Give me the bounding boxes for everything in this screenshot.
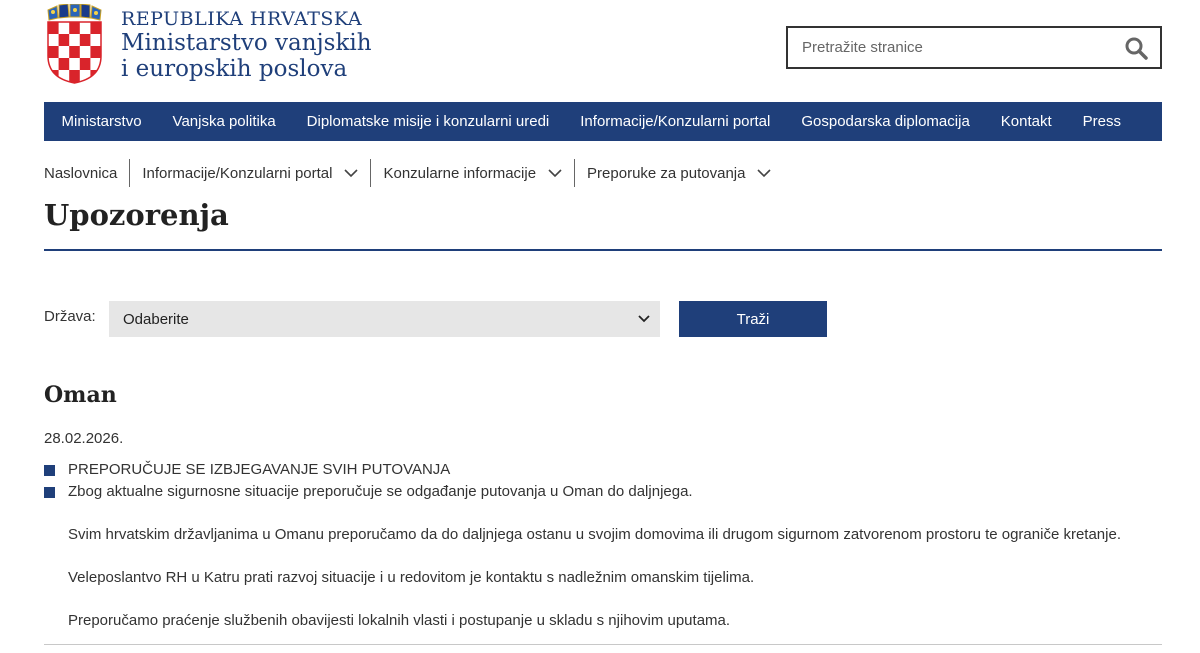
brand-ministry-line2: i europskih poslova — [121, 56, 348, 82]
breadcrumb-separator — [370, 159, 371, 187]
square-bullet-icon — [44, 487, 55, 498]
breadcrumb — [44, 158, 771, 188]
nav-item-vanjska-politika[interactable]: Vanjska politika — [172, 113, 276, 130]
breadcrumb-home-label: Naslovnica — [44, 164, 118, 182]
site-brand[interactable] — [121, 8, 372, 82]
search-icon[interactable] — [1124, 36, 1148, 60]
breadcrumb-item-konzularni-portal[interactable] — [142, 158, 358, 188]
nav-item-diplomatske-misije[interactable]: Diplomatske misije i konzularni uredi — [306, 113, 550, 130]
brand-ministry-line1: Ministarstvo vanjskih — [121, 30, 372, 56]
nav-item-ministarstvo[interactable]: Ministarstvo — [61, 113, 142, 130]
search-input[interactable] — [802, 39, 1124, 56]
search-button[interactable]: Traži — [679, 301, 827, 337]
nav-item-gospodarska-diplomacija[interactable]: Gospodarska diplomacija — [801, 113, 970, 130]
country-select[interactable] — [109, 301, 660, 337]
country-filter-label: Država: — [44, 308, 96, 325]
breadcrumb-separator — [129, 159, 130, 187]
list-item — [44, 459, 1162, 481]
breadcrumb-item-preporuke[interactable] — [587, 158, 771, 188]
advisory-paragraph: Preporučamo praćenje službenih obavijesti lokalnih vlasti i postupanje u skladu s njihovim uputama. — [68, 612, 731, 629]
advisory-bullet-text: Zbog aktualne sigurnosne situacije preporučuje se odgađanje putovanja u Oman do daljnjega. — [68, 483, 693, 500]
nav-item-kontakt[interactable]: Kontakt — [1000, 113, 1052, 130]
content-divider — [44, 644, 1162, 645]
breadcrumb-home[interactable] — [44, 158, 117, 188]
country-select-value: Odaberite — [123, 310, 189, 328]
list-item — [44, 481, 1162, 503]
chevron-down-icon[interactable] — [344, 168, 358, 178]
square-bullet-icon — [44, 465, 55, 476]
chevron-down-icon[interactable] — [757, 168, 771, 178]
chevron-down-icon — [638, 315, 650, 323]
main-navigation — [44, 102, 1162, 141]
title-divider — [44, 249, 1162, 251]
search-box — [786, 26, 1162, 69]
nav-item-konzularni-portal[interactable]: Informacije/Konzularni portal — [580, 113, 771, 130]
breadcrumb-label: Preporuke za putovanja — [587, 164, 746, 182]
page-title: Upozorenja — [44, 198, 229, 232]
advisory-paragraph: Svim hrvatskim državljanima u Omanu preporučamo da do daljnjega ostanu u svojim domovima ili drugom sigurnom zatvorenom prostoru te ograniče kretanje. — [68, 526, 1121, 543]
breadcrumb-separator — [574, 159, 575, 187]
advisory-date: 28.02.2026. — [44, 430, 124, 447]
advisory-bullet-text: PREPORUČUJE SE IZBJEGAVANJE SVIH PUTOVANJA — [68, 461, 451, 478]
breadcrumb-item-konzularne-informacije[interactable] — [383, 158, 562, 188]
advisory-content — [44, 459, 1162, 632]
coat-of-arms-logo[interactable] — [44, 4, 106, 84]
breadcrumb-label: Konzularne informacije — [383, 164, 537, 182]
brand-country: REPUBLIKA HRVATSKA — [121, 8, 363, 30]
country-heading: Oman — [44, 382, 117, 408]
breadcrumb-label: Informacije/Konzularni portal — [142, 164, 333, 182]
advisory-paragraph: Veleposlantvo RH u Katru prati razvoj situacije i u redovitom je kontaktu s nadležnim omanskim tijelima. — [68, 569, 755, 586]
chevron-down-icon[interactable] — [548, 168, 562, 178]
nav-item-press[interactable]: Press — [1082, 113, 1121, 130]
